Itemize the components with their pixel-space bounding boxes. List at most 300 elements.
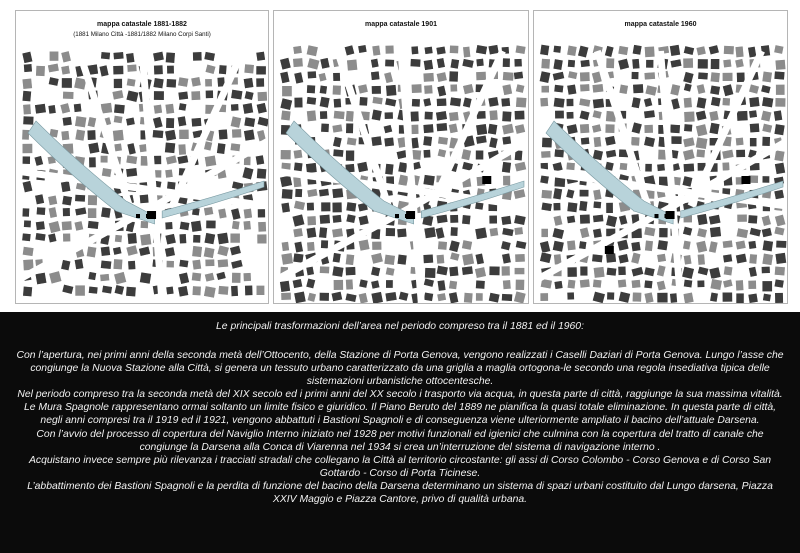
city-block [114, 143, 122, 152]
city-block [592, 291, 605, 303]
city-block [450, 252, 460, 261]
city-block [61, 78, 72, 88]
city-block [62, 195, 73, 206]
city-block [257, 209, 265, 218]
city-block [683, 149, 695, 161]
city-block [566, 98, 574, 106]
city-block [231, 104, 239, 111]
city-block [165, 129, 177, 141]
city-block [748, 280, 757, 289]
city-block [632, 44, 642, 55]
city-block [761, 110, 772, 122]
city-block [397, 228, 407, 237]
map-title: mappa catastale 1901 [365, 21, 437, 28]
city-block [748, 215, 758, 224]
city-block [449, 71, 459, 82]
city-block [710, 279, 722, 291]
city-block [359, 97, 368, 106]
city-block [206, 220, 216, 229]
city-block [306, 97, 316, 105]
city-block [48, 233, 57, 243]
city-block [540, 97, 549, 106]
city-block [257, 116, 268, 126]
cadastral-map-1901 [274, 11, 528, 303]
city-block [292, 279, 302, 289]
city-block [397, 254, 407, 265]
city-block [385, 98, 397, 107]
city-block [256, 285, 265, 295]
city-block [424, 85, 433, 94]
city-block [62, 208, 70, 217]
landmark-building [482, 176, 491, 184]
city-block [88, 272, 97, 281]
city-block [552, 228, 564, 240]
city-block [774, 279, 784, 288]
map-title: mappa catastale 1960 [624, 21, 697, 28]
city-block [567, 267, 577, 277]
city-block [657, 164, 666, 172]
city-block [423, 292, 433, 301]
city-block [346, 150, 355, 161]
city-block [762, 71, 772, 83]
city-block [474, 267, 486, 279]
city-block [683, 255, 692, 265]
city-block [113, 246, 122, 255]
city-block [632, 59, 640, 70]
city-block [514, 227, 523, 235]
city-block [749, 123, 759, 133]
city-block [762, 176, 769, 183]
city-block [245, 285, 253, 295]
city-block [683, 226, 693, 236]
city-block [763, 293, 772, 301]
city-block [423, 254, 434, 263]
city-block [605, 124, 615, 133]
city-block [579, 201, 588, 212]
city-block [166, 118, 175, 129]
city-block [398, 162, 408, 173]
city-block [230, 143, 240, 152]
city-block [192, 286, 201, 296]
city-block [307, 71, 316, 79]
city-block [177, 116, 186, 127]
city-block [35, 194, 45, 205]
caption-body [14, 349, 786, 506]
city-block [371, 280, 380, 289]
city-block [140, 156, 148, 166]
city-block [580, 72, 591, 82]
toll-gate [405, 214, 409, 218]
city-block [436, 46, 446, 55]
city-block [683, 97, 692, 108]
city-block [88, 195, 98, 206]
city-block [126, 117, 136, 126]
city-block [554, 84, 564, 92]
city-block [475, 150, 483, 160]
city-block [114, 272, 127, 285]
city-block [306, 266, 314, 275]
city-block [476, 293, 483, 301]
city-block [502, 253, 512, 264]
city-block [178, 91, 189, 100]
city-block [22, 208, 29, 217]
city-block [437, 85, 447, 97]
city-block [114, 234, 122, 242]
city-block [463, 97, 473, 108]
city-block [541, 228, 548, 237]
city-block [631, 279, 641, 288]
city-block [514, 59, 522, 67]
city-block [683, 72, 694, 84]
city-block [192, 259, 202, 270]
city-block [593, 137, 601, 148]
city-block [775, 98, 786, 107]
toll-gate [395, 214, 399, 218]
city-block [698, 72, 708, 80]
city-block [645, 164, 652, 172]
city-block [230, 245, 242, 255]
city-block [333, 73, 341, 82]
city-block [48, 195, 58, 205]
city-block [476, 58, 484, 66]
city-block [179, 221, 189, 230]
caption-paragraph: Con l’apertura, nei primi anni della seconda metà dell’Ottocento, della Stazione di Porta Genova, vengono realizzati i Caselli Daziari di Porta Genova. Lungo l’asse che congiunge la Nuova Stazione alla Città, si genera un tessuto urbano caratterizzato da una griglia a maglia ortogona-le secondo una regola insediativa tipica delle sistemazioni urbanistiche ottocentesche. [16, 350, 784, 388]
city-block [476, 135, 487, 144]
city-block [293, 149, 303, 159]
city-block [191, 220, 202, 232]
city-block [345, 110, 354, 121]
city-block [22, 180, 33, 192]
city-block [22, 156, 30, 164]
city-block [307, 242, 315, 252]
city-block [476, 45, 488, 55]
city-block [735, 59, 744, 69]
city-block [89, 157, 96, 168]
city-block [332, 188, 344, 199]
city-block [332, 253, 341, 263]
city-block [293, 228, 303, 238]
city-block [425, 268, 436, 279]
city-block [580, 124, 590, 134]
city-block [723, 254, 733, 263]
city-block [62, 284, 74, 294]
city-block [748, 266, 757, 277]
city-block [165, 52, 175, 63]
city-block [697, 214, 708, 226]
city-block [722, 162, 730, 171]
city-block [179, 129, 189, 139]
city-block [722, 149, 734, 159]
city-block [579, 279, 590, 288]
city-block [386, 280, 393, 288]
city-block [75, 285, 85, 296]
city-block [358, 45, 367, 54]
city-block [100, 155, 108, 162]
city-block [293, 253, 304, 263]
city-block [140, 234, 152, 246]
city-block [74, 259, 84, 270]
city-block [449, 266, 459, 276]
city-block [475, 227, 488, 239]
city-block [762, 136, 770, 146]
city-block [580, 59, 590, 67]
city-block [256, 78, 265, 87]
city-block [243, 78, 253, 89]
city-block [449, 45, 458, 53]
city-block [243, 221, 251, 231]
city-block [735, 280, 743, 291]
city-block [48, 221, 60, 234]
caption-intro: Le principali trasformazioni dell’area nel periodo compreso tra il 1881 ed il 1960: [216, 321, 584, 332]
city-block [306, 110, 316, 122]
city-block [736, 72, 745, 82]
map-subtitle: (1881 Milano Città -1881/1882 Milano Corpi Santi) [73, 31, 211, 38]
city-block [644, 226, 656, 236]
city-block [73, 103, 81, 112]
city-block [774, 71, 785, 80]
city-block [75, 116, 87, 128]
city-block [657, 292, 668, 302]
city-block [449, 292, 459, 303]
city-block [385, 59, 395, 67]
caption-paragraph: Nel periodo compreso tra la seconda metà del XIX secolo ed i primi anni del XX secolo i trasporto via acqua, in questa parte di città, raggiunge la sua massima vitalità. Le Mura Spagnole rappresentano ormai soltanto un limite fisico e giuridico. Il Piano Beruto del 1889 ne pianifica la quasi totale eliminazione. In questa parte di città, negli anni compresi tra il 1919 ed il 1921, vengono abbattuti i Bastioni Spagnoli e di conseguenza viene ulteriormente ampliato il bacino dell’attuale Darsena. [17, 389, 783, 427]
city-block [205, 64, 216, 74]
city-block [618, 254, 629, 264]
city-block [126, 168, 138, 178]
city-block [411, 84, 422, 93]
city-block [748, 241, 756, 250]
city-block [735, 46, 744, 58]
city-block [61, 130, 70, 140]
city-block [321, 123, 330, 132]
city-block [371, 71, 380, 80]
city-block [332, 215, 342, 224]
city-block [633, 84, 644, 94]
city-block [552, 71, 564, 80]
toll-gate [136, 214, 140, 218]
city-block [593, 266, 605, 278]
city-block [475, 253, 484, 265]
city-block [476, 124, 488, 136]
city-block [643, 98, 652, 108]
city-block [346, 123, 354, 133]
city-block [386, 85, 397, 97]
city-block [541, 190, 552, 200]
city-block [618, 279, 627, 288]
city-block [345, 279, 353, 290]
city-block [436, 72, 447, 83]
city-block [423, 59, 433, 70]
city-block [75, 129, 86, 141]
city-block [280, 175, 293, 187]
city-block [113, 78, 122, 88]
city-block [684, 124, 693, 132]
city-block [346, 202, 357, 212]
city-block [502, 161, 512, 173]
city-block [345, 254, 354, 265]
toll-gate [665, 214, 669, 218]
city-block [540, 252, 552, 264]
city-block [423, 124, 434, 134]
city-block [553, 215, 563, 226]
city-block [153, 104, 162, 114]
city-block [61, 51, 71, 63]
city-block [670, 84, 681, 96]
city-block [165, 247, 176, 257]
city-block [697, 228, 708, 238]
city-block [87, 130, 96, 140]
city-block [48, 63, 60, 73]
city-block [126, 53, 135, 64]
city-block [656, 265, 665, 277]
city-block [463, 46, 471, 57]
city-block [75, 194, 86, 202]
city-block [372, 241, 382, 250]
city-block [514, 161, 526, 171]
city-block [49, 271, 62, 284]
city-block [87, 117, 96, 128]
city-block [384, 137, 394, 147]
city-block [566, 112, 574, 120]
city-block [696, 46, 706, 56]
city-block [243, 208, 252, 219]
city-block [436, 98, 446, 106]
city-block [204, 233, 215, 245]
city-block [35, 233, 46, 242]
city-block [280, 280, 291, 292]
city-block [683, 137, 695, 148]
city-block [22, 246, 34, 256]
city-block [385, 45, 394, 54]
city-block [153, 78, 164, 89]
city-block [644, 46, 655, 57]
city-block [593, 189, 602, 200]
city-block [762, 281, 772, 292]
city-block [88, 208, 97, 218]
city-block [682, 176, 693, 187]
city-block [749, 227, 761, 236]
city-block [423, 98, 432, 107]
city-block [371, 136, 382, 146]
city-block [358, 215, 369, 226]
city-block [358, 293, 368, 303]
city-block [592, 110, 602, 119]
city-block [178, 77, 189, 87]
city-block [501, 241, 511, 251]
city-block [332, 202, 342, 213]
city-block [567, 59, 575, 67]
city-block [592, 84, 604, 93]
map-panel-1960 [533, 10, 788, 304]
city-block [61, 65, 71, 75]
city-block [541, 58, 550, 69]
city-block [347, 59, 358, 71]
city-block [410, 59, 421, 68]
city-block [293, 46, 302, 55]
city-block [436, 265, 448, 275]
city-block [683, 279, 692, 288]
city-block [112, 90, 124, 100]
city-block [384, 254, 395, 265]
city-block [205, 259, 215, 267]
city-block [23, 286, 33, 297]
city-block [644, 110, 656, 119]
city-block [294, 241, 303, 253]
city-block [775, 252, 787, 264]
city-block [748, 46, 757, 58]
city-block [618, 266, 626, 275]
city-block [139, 194, 149, 203]
city-block [306, 45, 318, 57]
city-block [346, 137, 356, 146]
city-block [708, 241, 718, 253]
city-block [320, 111, 328, 120]
city-block [580, 137, 589, 145]
city-block [580, 266, 588, 276]
city-block [179, 234, 187, 244]
city-block [424, 111, 433, 120]
city-block [540, 241, 551, 254]
city-block [178, 286, 189, 297]
city-block [619, 84, 628, 94]
city-block [683, 163, 694, 172]
city-block [750, 138, 757, 147]
city-block [22, 129, 30, 140]
city-block [669, 44, 680, 56]
city-block [462, 253, 475, 266]
city-block [244, 64, 254, 74]
city-block [321, 240, 329, 249]
city-block [539, 71, 550, 84]
city-block [567, 292, 575, 300]
city-block [475, 280, 485, 289]
city-block [723, 59, 732, 68]
city-block [178, 103, 186, 111]
city-block [166, 286, 174, 295]
city-block [761, 85, 771, 94]
city-block [256, 103, 267, 114]
city-block [165, 169, 173, 178]
city-block [436, 254, 444, 264]
city-block [449, 240, 460, 253]
city-block [179, 272, 190, 284]
city-block [371, 109, 382, 121]
city-block [671, 136, 682, 144]
city-block [166, 79, 176, 88]
city-block [696, 149, 705, 158]
city-block [282, 86, 292, 97]
city-block [502, 123, 514, 134]
city-block [256, 66, 266, 75]
city-block [682, 266, 695, 279]
landmark-building [605, 246, 614, 254]
city-block [761, 228, 772, 238]
city-block [567, 202, 578, 213]
city-block [461, 149, 472, 161]
city-block [294, 72, 304, 84]
city-block [761, 266, 770, 273]
city-block [192, 246, 203, 258]
city-block [357, 161, 368, 172]
city-block [579, 98, 591, 107]
city-block [776, 240, 787, 248]
city-block [593, 228, 603, 238]
city-block [645, 85, 657, 96]
city-block [358, 84, 368, 94]
city-block [48, 105, 56, 114]
city-block [774, 124, 785, 136]
city-block [450, 59, 459, 69]
